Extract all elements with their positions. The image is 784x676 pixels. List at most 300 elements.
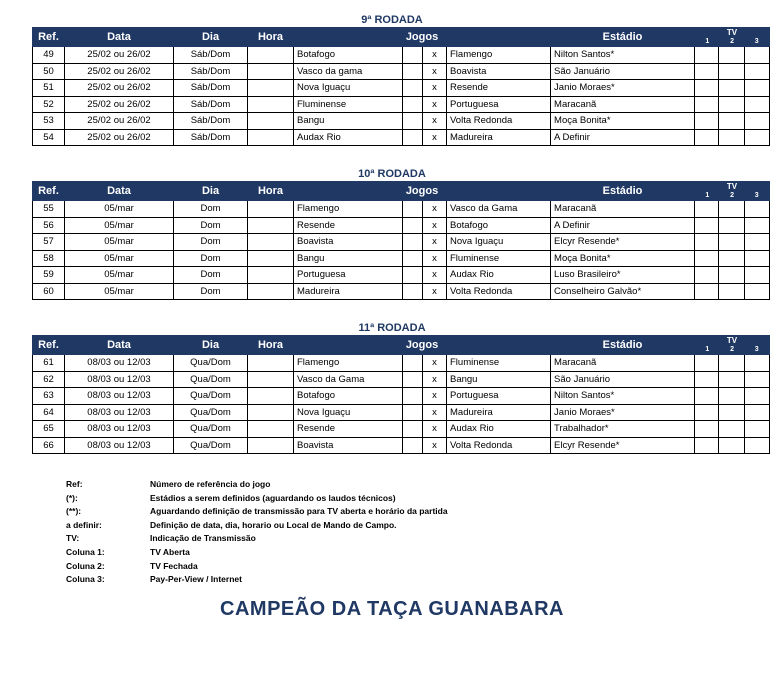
cell-tv-3 bbox=[745, 267, 770, 284]
cell-ref: 51 bbox=[33, 80, 65, 97]
cell-home-team: Boavista bbox=[294, 437, 403, 454]
cell-time bbox=[248, 63, 294, 80]
cell-time bbox=[248, 80, 294, 97]
cell-date: 08/03 ou 12/03 bbox=[65, 404, 174, 421]
cell-stadium: Elcyr Resende* bbox=[551, 234, 695, 251]
cell-tv-2 bbox=[719, 96, 745, 113]
round-table bbox=[32, 181, 770, 300]
table-row bbox=[33, 201, 770, 218]
legend-text: Estádios a serem definidos (aguardando os laudos técnicos) bbox=[150, 492, 396, 503]
cell-tv-3 bbox=[745, 113, 770, 130]
cell-time bbox=[248, 421, 294, 438]
header-estadio: Estádio bbox=[551, 336, 695, 355]
cell-away-team: Nova Iguaçu bbox=[447, 234, 551, 251]
cell-blank bbox=[403, 113, 423, 130]
round-section bbox=[32, 167, 759, 300]
cell-tv-3 bbox=[745, 201, 770, 218]
cell-tv-1 bbox=[695, 388, 719, 405]
cell-day: Sáb/Dom bbox=[174, 129, 248, 146]
table-header-row bbox=[33, 182, 770, 201]
cell-day: Dom bbox=[174, 201, 248, 218]
cell-tv-1 bbox=[695, 217, 719, 234]
cell-tv-1 bbox=[695, 267, 719, 284]
header-ref: Ref. bbox=[33, 182, 65, 201]
cell-versus: x bbox=[423, 201, 447, 218]
cell-blank bbox=[403, 201, 423, 218]
tv-label: TV bbox=[726, 28, 738, 37]
tv-column-number: 1 bbox=[705, 192, 710, 199]
cell-versus: x bbox=[423, 404, 447, 421]
legend-text: Número de referência do jogo bbox=[150, 479, 271, 489]
cell-ref: 58 bbox=[33, 250, 65, 267]
tv-column-number: 2 bbox=[730, 38, 734, 45]
cell-blank bbox=[403, 96, 423, 113]
table-header-row bbox=[33, 336, 770, 355]
cell-tv-2 bbox=[719, 201, 745, 218]
cell-date: 08/03 ou 12/03 bbox=[65, 388, 174, 405]
cell-blank bbox=[403, 371, 423, 388]
cell-versus: x bbox=[423, 63, 447, 80]
cell-away-team: Madureira bbox=[447, 404, 551, 421]
header-estadio: Estádio bbox=[551, 28, 695, 47]
cell-day: Sáb/Dom bbox=[174, 80, 248, 97]
table-row bbox=[33, 47, 770, 64]
cell-stadium: Maracanã bbox=[551, 201, 695, 218]
legend-text: Indicação de Transmissão bbox=[150, 533, 256, 544]
cell-tv-2 bbox=[719, 283, 745, 300]
cell-away-team: Audax Rio bbox=[447, 267, 551, 284]
cell-ref: 62 bbox=[33, 371, 65, 388]
table-row bbox=[33, 96, 770, 113]
cell-ref: 66 bbox=[33, 437, 65, 454]
cell-date: 05/mar bbox=[65, 234, 174, 251]
cell-tv-3 bbox=[745, 47, 770, 64]
cell-tv-1 bbox=[695, 201, 719, 218]
cell-ref: 60 bbox=[33, 283, 65, 300]
cell-stadium: São Januário bbox=[551, 63, 695, 80]
cell-tv-1 bbox=[695, 234, 719, 251]
header-hora: Hora bbox=[248, 182, 294, 201]
cell-stadium: Maracanã bbox=[551, 96, 695, 113]
table-row bbox=[33, 129, 770, 146]
cell-away-team: Fluminense bbox=[447, 250, 551, 267]
legend-row bbox=[66, 532, 448, 546]
cell-tv-3 bbox=[745, 371, 770, 388]
cell-versus: x bbox=[423, 437, 447, 454]
cell-tv-3 bbox=[745, 234, 770, 251]
cell-home-team: Resende bbox=[294, 421, 403, 438]
cell-blank bbox=[403, 80, 423, 97]
cell-tv-2 bbox=[719, 80, 745, 97]
legend-text: Aguardando definição de transmissão para TV aberta e horário da partida bbox=[150, 506, 448, 517]
cell-time bbox=[248, 113, 294, 130]
cell-stadium: Trabalhador* bbox=[551, 421, 695, 438]
cell-versus: x bbox=[423, 421, 447, 438]
tv-label: TV bbox=[726, 336, 738, 345]
cell-tv-2 bbox=[719, 217, 745, 234]
cell-time bbox=[248, 388, 294, 405]
cell-blank bbox=[403, 355, 423, 372]
cell-time bbox=[248, 283, 294, 300]
table-row bbox=[33, 371, 770, 388]
round-title: 9ª RODADA bbox=[361, 14, 423, 26]
legend-row bbox=[66, 573, 448, 587]
legend-row bbox=[66, 478, 448, 492]
cell-stadium: São Januário bbox=[551, 371, 695, 388]
legend-text: TV Fechada bbox=[150, 560, 198, 571]
cell-home-team: Bangu bbox=[294, 113, 403, 130]
header-ref: Ref. bbox=[33, 336, 65, 355]
table-row bbox=[33, 63, 770, 80]
cell-away-team: Volta Redonda bbox=[447, 283, 551, 300]
cell-date: 25/02 ou 26/02 bbox=[65, 113, 174, 130]
cell-versus: x bbox=[423, 355, 447, 372]
cell-date: 05/mar bbox=[65, 250, 174, 267]
cell-date: 25/02 ou 26/02 bbox=[65, 80, 174, 97]
cell-home-team: Vasco da Gama bbox=[294, 371, 403, 388]
legend-text: TV Aberta bbox=[150, 546, 190, 557]
cell-tv-1 bbox=[695, 129, 719, 146]
tv-column-number: 3 bbox=[754, 346, 759, 353]
table-row bbox=[33, 437, 770, 454]
legend-key: (*): bbox=[66, 492, 78, 503]
table-row bbox=[33, 113, 770, 130]
cell-stadium: Moça Bonita* bbox=[551, 250, 695, 267]
cell-blank bbox=[403, 234, 423, 251]
cell-tv-2 bbox=[719, 371, 745, 388]
round-table bbox=[32, 335, 770, 454]
cell-stadium: Janio Moraes* bbox=[551, 80, 695, 97]
cell-stadium: Nilton Santos* bbox=[551, 388, 695, 405]
cell-day: Dom bbox=[174, 250, 248, 267]
cell-home-team: Botafogo bbox=[294, 47, 403, 64]
cell-blank bbox=[403, 47, 423, 64]
cell-away-team: Botafogo bbox=[447, 217, 551, 234]
tv-column-number: 3 bbox=[754, 192, 759, 199]
cell-date: 08/03 ou 12/03 bbox=[65, 437, 174, 454]
cell-blank bbox=[403, 250, 423, 267]
legend-key: Coluna 2: bbox=[66, 560, 105, 571]
cell-time bbox=[248, 250, 294, 267]
cell-versus: x bbox=[423, 371, 447, 388]
cell-home-team: Flamengo bbox=[294, 355, 403, 372]
cell-tv-1 bbox=[695, 355, 719, 372]
cell-home-team: Flamengo bbox=[294, 201, 403, 218]
cell-day: Sáb/Dom bbox=[174, 63, 248, 80]
cell-ref: 57 bbox=[33, 234, 65, 251]
legend-key: (**): bbox=[66, 506, 82, 517]
round-section bbox=[32, 13, 759, 146]
cell-blank bbox=[403, 63, 423, 80]
cell-stadium: Elcyr Resende* bbox=[551, 437, 695, 454]
cell-ref: 59 bbox=[33, 267, 65, 284]
cell-versus: x bbox=[423, 283, 447, 300]
cell-tv-2 bbox=[719, 63, 745, 80]
table-header-row bbox=[33, 28, 770, 47]
cell-date: 25/02 ou 26/02 bbox=[65, 47, 174, 64]
cell-tv-3 bbox=[745, 437, 770, 454]
header-hora: Hora bbox=[248, 336, 294, 355]
cell-home-team: Bangu bbox=[294, 250, 403, 267]
cell-day: Dom bbox=[174, 217, 248, 234]
cell-tv-1 bbox=[695, 371, 719, 388]
cell-day: Dom bbox=[174, 234, 248, 251]
table-row bbox=[33, 355, 770, 372]
cell-date: 25/02 ou 26/02 bbox=[65, 129, 174, 146]
header-tv bbox=[695, 336, 770, 355]
cell-ref: 50 bbox=[33, 63, 65, 80]
cell-versus: x bbox=[423, 96, 447, 113]
cell-away-team: Vasco da Gama bbox=[447, 201, 551, 218]
cell-ref: 55 bbox=[33, 201, 65, 218]
header-dia: Dia bbox=[174, 182, 248, 201]
cell-tv-1 bbox=[695, 47, 719, 64]
table-row bbox=[33, 404, 770, 421]
legend-text: Definição de data, dia, horario ou Local de Mando de Campo. bbox=[150, 519, 397, 530]
legend-key: Ref: bbox=[66, 479, 83, 489]
cell-time bbox=[248, 201, 294, 218]
cell-versus: x bbox=[423, 234, 447, 251]
cell-tv-2 bbox=[719, 47, 745, 64]
cell-tv-1 bbox=[695, 96, 719, 113]
header-jogos: Jogos bbox=[294, 28, 551, 47]
cell-ref: 49 bbox=[33, 47, 65, 64]
tv-column-number: 2 bbox=[730, 192, 734, 199]
cell-date: 25/02 ou 26/02 bbox=[65, 63, 174, 80]
cell-versus: x bbox=[423, 80, 447, 97]
cell-ref: 53 bbox=[33, 113, 65, 130]
cell-day: Sáb/Dom bbox=[174, 96, 248, 113]
cell-home-team: Botafogo bbox=[294, 388, 403, 405]
cell-blank bbox=[403, 283, 423, 300]
cell-ref: 54 bbox=[33, 129, 65, 146]
cell-away-team: Bangu bbox=[447, 371, 551, 388]
cell-day: Dom bbox=[174, 283, 248, 300]
header-dia: Dia bbox=[174, 336, 248, 355]
tv-label: TV bbox=[726, 182, 738, 191]
cell-day: Qua/Dom bbox=[174, 355, 248, 372]
cell-away-team: Volta Redonda bbox=[447, 113, 551, 130]
cell-home-team: Audax Rio bbox=[294, 129, 403, 146]
cell-home-team: Portuguesa bbox=[294, 267, 403, 284]
cell-blank bbox=[403, 217, 423, 234]
header-data: Data bbox=[65, 28, 174, 47]
cell-day: Sáb/Dom bbox=[174, 113, 248, 130]
cell-stadium: Luso Brasileiro* bbox=[551, 267, 695, 284]
cell-tv-3 bbox=[745, 217, 770, 234]
cell-stadium: Janio Moraes* bbox=[551, 404, 695, 421]
cell-day: Qua/Dom bbox=[174, 437, 248, 454]
table-row bbox=[33, 283, 770, 300]
cell-home-team: Fluminense bbox=[294, 96, 403, 113]
table-row bbox=[33, 80, 770, 97]
tv-column-number: 2 bbox=[730, 346, 734, 353]
cell-blank bbox=[403, 129, 423, 146]
table-row bbox=[33, 421, 770, 438]
tv-column-number: 3 bbox=[754, 38, 759, 45]
cell-stadium: A Definir bbox=[551, 217, 695, 234]
cell-tv-1 bbox=[695, 283, 719, 300]
cell-day: Qua/Dom bbox=[174, 388, 248, 405]
cell-home-team: Boavista bbox=[294, 234, 403, 251]
cell-home-team: Nova Iguaçu bbox=[294, 404, 403, 421]
cell-day: Qua/Dom bbox=[174, 421, 248, 438]
cell-tv-1 bbox=[695, 421, 719, 438]
cell-versus: x bbox=[423, 129, 447, 146]
cell-stadium: Maracanã bbox=[551, 355, 695, 372]
cell-away-team: Portuguesa bbox=[447, 388, 551, 405]
cell-stadium: Moça Bonita* bbox=[551, 113, 695, 130]
cell-stadium: Conselheiro Galvão* bbox=[551, 283, 695, 300]
cell-day: Qua/Dom bbox=[174, 371, 248, 388]
cell-tv-3 bbox=[745, 80, 770, 97]
header-data: Data bbox=[65, 336, 174, 355]
cell-home-team: Nova Iguaçu bbox=[294, 80, 403, 97]
cell-away-team: Portuguesa bbox=[447, 96, 551, 113]
header-dia: Dia bbox=[174, 28, 248, 47]
cell-time bbox=[248, 129, 294, 146]
cell-date: 05/mar bbox=[65, 283, 174, 300]
cell-tv-2 bbox=[719, 355, 745, 372]
cell-tv-1 bbox=[695, 404, 719, 421]
cell-tv-3 bbox=[745, 250, 770, 267]
table-row bbox=[33, 388, 770, 405]
cell-tv-3 bbox=[745, 388, 770, 405]
round-section bbox=[32, 321, 759, 454]
cell-tv-3 bbox=[745, 96, 770, 113]
header-data: Data bbox=[65, 182, 174, 201]
legend-key: a definir: bbox=[66, 519, 102, 530]
tv-column-number: 1 bbox=[705, 346, 710, 353]
cell-date: 05/mar bbox=[65, 201, 174, 218]
cell-tv-2 bbox=[719, 250, 745, 267]
cell-ref: 65 bbox=[33, 421, 65, 438]
cell-versus: x bbox=[423, 47, 447, 64]
cell-tv-3 bbox=[745, 283, 770, 300]
cell-versus: x bbox=[423, 388, 447, 405]
cell-tv-2 bbox=[719, 113, 745, 130]
cell-date: 08/03 ou 12/03 bbox=[65, 421, 174, 438]
cell-versus: x bbox=[423, 113, 447, 130]
cell-date: 05/mar bbox=[65, 267, 174, 284]
cell-time bbox=[248, 234, 294, 251]
cell-date: 05/mar bbox=[65, 217, 174, 234]
tv-column-number: 1 bbox=[705, 38, 710, 45]
cell-away-team: Madureira bbox=[447, 129, 551, 146]
cell-date: 08/03 ou 12/03 bbox=[65, 355, 174, 372]
cell-versus: x bbox=[423, 250, 447, 267]
cell-ref: 61 bbox=[33, 355, 65, 372]
table-row bbox=[33, 267, 770, 284]
cell-tv-2 bbox=[719, 388, 745, 405]
legend-row bbox=[66, 560, 448, 574]
cell-day: Qua/Dom bbox=[174, 404, 248, 421]
cell-tv-1 bbox=[695, 63, 719, 80]
cell-away-team: Boavista bbox=[447, 63, 551, 80]
legend-text: Pay-Per-View / Internet bbox=[150, 574, 242, 585]
cell-away-team: Fluminense bbox=[447, 355, 551, 372]
cell-home-team: Resende bbox=[294, 217, 403, 234]
cell-ref: 52 bbox=[33, 96, 65, 113]
header-tv bbox=[695, 28, 770, 47]
cell-stadium: Nilton Santos* bbox=[551, 47, 695, 64]
cell-blank bbox=[403, 388, 423, 405]
cell-away-team: Flamengo bbox=[447, 47, 551, 64]
cell-time bbox=[248, 267, 294, 284]
cell-ref: 63 bbox=[33, 388, 65, 405]
cell-tv-2 bbox=[719, 437, 745, 454]
cell-tv-2 bbox=[719, 421, 745, 438]
cell-stadium: A Definir bbox=[551, 129, 695, 146]
legend-row bbox=[66, 519, 448, 533]
header-hora: Hora bbox=[248, 28, 294, 47]
legend-row bbox=[66, 492, 448, 506]
cell-blank bbox=[403, 437, 423, 454]
cell-blank bbox=[403, 421, 423, 438]
cell-ref: 64 bbox=[33, 404, 65, 421]
cell-tv-2 bbox=[719, 267, 745, 284]
table-row bbox=[33, 250, 770, 267]
cell-day: Dom bbox=[174, 267, 248, 284]
cell-tv-3 bbox=[745, 63, 770, 80]
cell-tv-2 bbox=[719, 234, 745, 251]
cell-date: 25/02 ou 26/02 bbox=[65, 96, 174, 113]
cell-time bbox=[248, 404, 294, 421]
cell-tv-1 bbox=[695, 80, 719, 97]
cell-versus: x bbox=[423, 217, 447, 234]
cell-time bbox=[248, 437, 294, 454]
footer-title: CAMPEÃO DA TAÇA GUANABARA bbox=[220, 598, 564, 620]
table-row bbox=[33, 217, 770, 234]
round-title: 10ª RODADA bbox=[358, 168, 426, 180]
cell-time bbox=[248, 47, 294, 64]
cell-away-team: Resende bbox=[447, 80, 551, 97]
cell-time bbox=[248, 371, 294, 388]
cell-tv-3 bbox=[745, 404, 770, 421]
cell-tv-3 bbox=[745, 355, 770, 372]
legend-row bbox=[66, 505, 448, 519]
cell-home-team: Madureira bbox=[294, 283, 403, 300]
cell-tv-2 bbox=[719, 129, 745, 146]
cell-home-team: Vasco da gama bbox=[294, 63, 403, 80]
header-jogos: Jogos bbox=[294, 182, 551, 201]
header-ref: Ref. bbox=[33, 28, 65, 47]
cell-tv-1 bbox=[695, 250, 719, 267]
cell-tv-3 bbox=[745, 129, 770, 146]
legend-key: Coluna 1: bbox=[66, 546, 105, 557]
cell-away-team: Audax Rio bbox=[447, 421, 551, 438]
cell-tv-1 bbox=[695, 437, 719, 454]
cell-time bbox=[248, 217, 294, 234]
cell-tv-2 bbox=[719, 404, 745, 421]
cell-blank bbox=[403, 267, 423, 284]
round-table bbox=[32, 27, 770, 146]
header-jogos: Jogos bbox=[294, 336, 551, 355]
cell-tv-3 bbox=[745, 421, 770, 438]
cell-away-team: Volta Redonda bbox=[447, 437, 551, 454]
table-row bbox=[33, 234, 770, 251]
legend-key: Coluna 3: bbox=[66, 574, 105, 585]
cell-date: 08/03 ou 12/03 bbox=[65, 371, 174, 388]
cell-versus: x bbox=[423, 267, 447, 284]
legend-row bbox=[66, 546, 448, 560]
legend-key: TV: bbox=[66, 533, 80, 544]
cell-ref: 56 bbox=[33, 217, 65, 234]
round-title: 11ª RODADA bbox=[358, 322, 426, 334]
cell-time bbox=[248, 96, 294, 113]
cell-tv-1 bbox=[695, 113, 719, 130]
cell-day: Sáb/Dom bbox=[174, 47, 248, 64]
